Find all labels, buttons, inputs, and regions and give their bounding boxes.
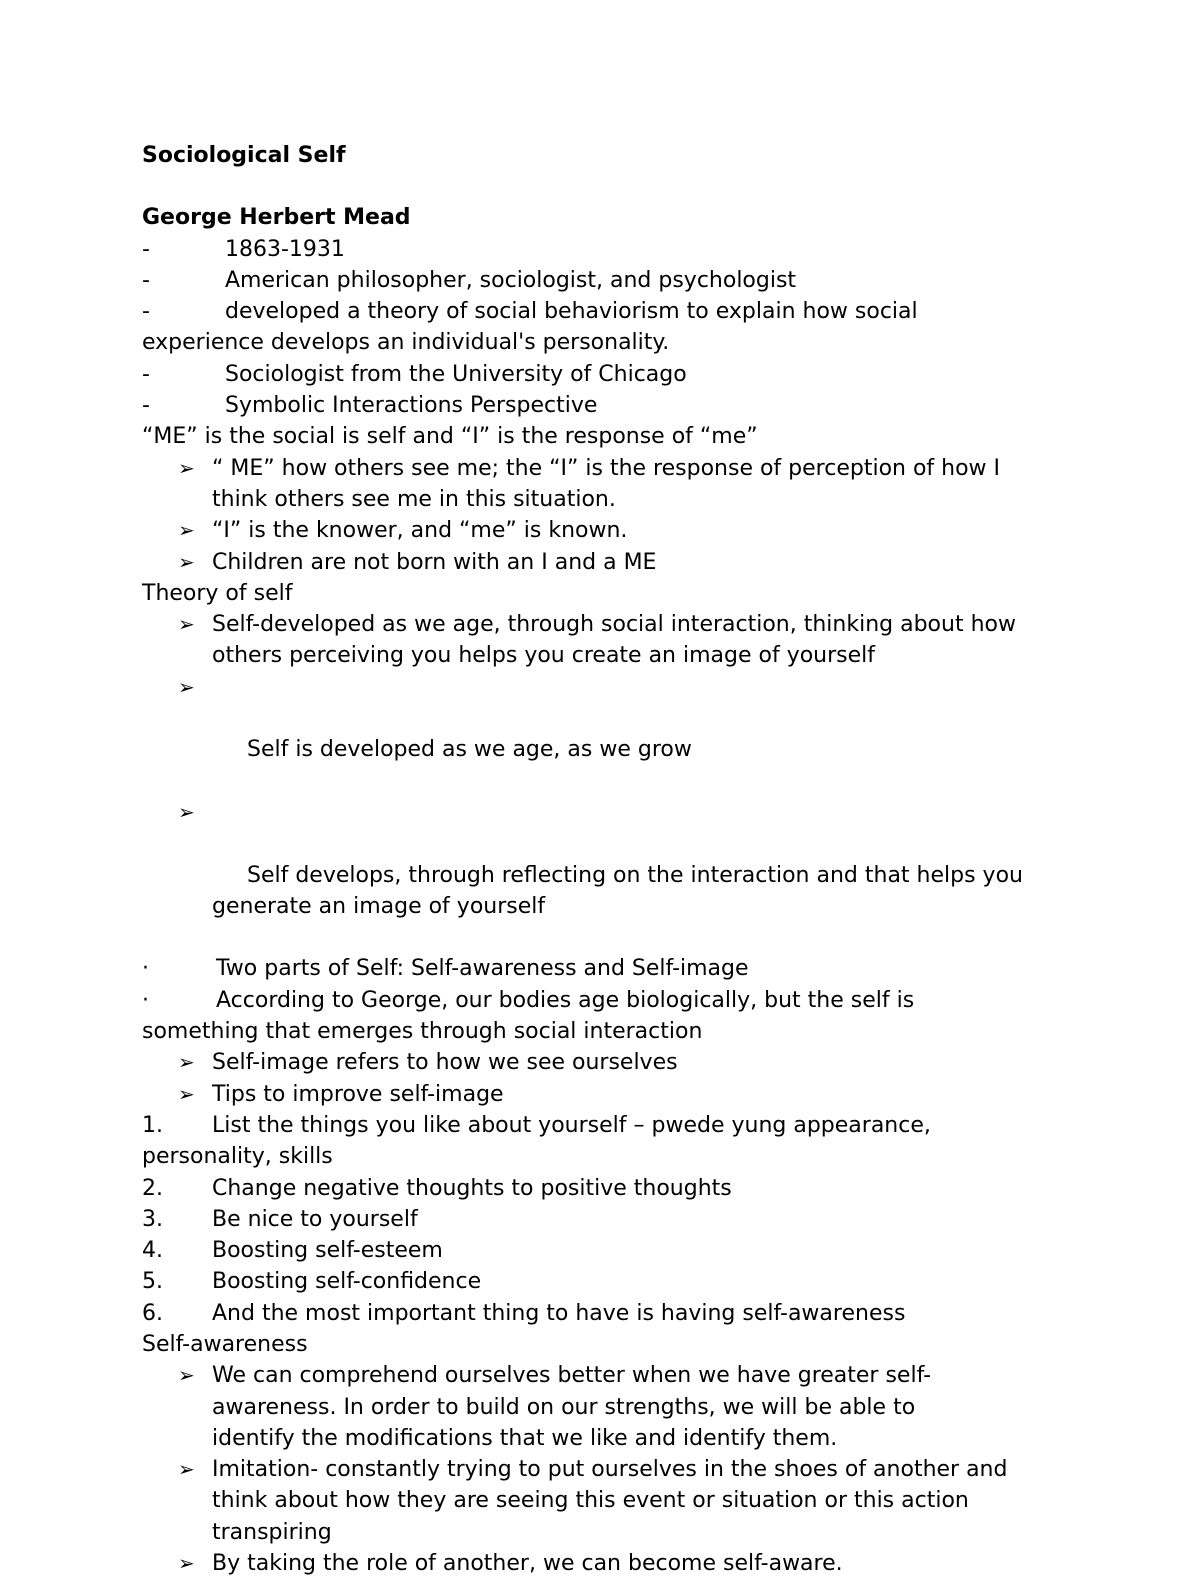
arrow-list-item (142, 1360, 992, 1454)
tip-text: List the things you like about yourself – pwede yung appearance, personality, skills (142, 1112, 931, 1170)
section-heading-mead: George Herbert Mead (142, 205, 411, 231)
tip-number: 1. (142, 1112, 163, 1138)
tip-number: 2. (142, 1175, 163, 1201)
dash-bullet: - (142, 236, 150, 262)
fact-item (142, 296, 972, 359)
fact-item (142, 265, 1082, 296)
numbered-tip (142, 1266, 1082, 1297)
dot-item-text: Two parts of Self: Self-awareness and Self-image (216, 956, 749, 982)
numbered-tip (142, 1298, 1082, 1329)
tip-text: Boosting self-confidence (212, 1269, 482, 1295)
arrow-bullet-icon: ➢ (178, 799, 195, 824)
tip-text: Be nice to yourself (212, 1206, 418, 1232)
arrow-item-text: “I” is the knower, and “me” is known. (212, 518, 628, 544)
tip-text: And the most important thing to have is having self-awareness (212, 1300, 906, 1326)
arrow-bullet-icon: ➢ (178, 549, 195, 574)
tip-number: 3. (142, 1206, 163, 1232)
fact-text: American philosopher, sociologist, and psychologist (225, 267, 797, 293)
fact-item (142, 359, 1082, 390)
arrow-bullet-icon: ➢ (178, 518, 195, 543)
document-title: Sociological Self (142, 143, 346, 168)
arrow-item-text: “ ME” how others see me; the “I” is the response of perception of how I think others see me in this situation. (212, 455, 1001, 512)
dot-list-item (142, 953, 1082, 984)
arrow-list-item (142, 453, 1058, 516)
arrow-list-item (142, 672, 1082, 797)
arrow-item-text: Self-image refers to how we see ourselves (212, 1050, 678, 1076)
dot-item-text: According to George, our bodies age biologically, but the self is something that emerges through social interaction (142, 987, 915, 1045)
dot-bullet: · (142, 956, 149, 982)
arrow-bullet-icon: ➢ (178, 1081, 195, 1106)
dash-bullet: - (142, 267, 150, 293)
arrow-item-text: Children are not born with an I and a ME (212, 549, 657, 575)
arrow-bullet-icon: ➢ (178, 674, 195, 699)
arrow-bullet-icon: ➢ (178, 1551, 195, 1576)
arrow-item-text: Self-developed as we age, through social interaction, thinking about how others perceiving you helps you create an image of yourself (212, 612, 1016, 669)
arrow-list-item (142, 515, 1082, 546)
arrow-item-text: Self is developed as we age, as we grow (239, 737, 692, 763)
tip-number: 4. (142, 1238, 163, 1264)
arrow-item-text: Self develops, through reflecting on the interaction and that helps you generate an image of yourself (212, 862, 1030, 919)
numbered-tip (142, 1235, 1082, 1266)
dot-list-item (142, 985, 972, 1048)
numbered-tip (142, 1173, 1082, 1204)
spacer (142, 171, 1082, 202)
arrow-list-item (142, 797, 1062, 953)
me-i-statement: “ME” is the social is self and “I” is the response of “me” (142, 424, 758, 450)
arrow-bullet-icon: ➢ (178, 1457, 195, 1482)
arrow-item-text: Imitation- constantly trying to put ourselves in the shoes of another and think about how they are seeing this event or situation or this action transpiring (212, 1457, 1008, 1545)
dot-bullet: · (142, 987, 149, 1013)
arrow-bullet-icon: ➢ (178, 1050, 195, 1075)
dash-bullet: - (142, 393, 150, 419)
section-heading-self-awareness: Self-awareness (142, 1331, 308, 1357)
arrow-list-item (142, 1047, 1082, 1078)
dash-bullet: - (142, 299, 150, 325)
fact-item (142, 234, 1082, 265)
arrow-item-text: Tips to improve self-image (212, 1081, 504, 1107)
numbered-tip (142, 1110, 987, 1173)
numbered-tip (142, 1204, 1082, 1235)
dash-bullet: - (142, 361, 150, 387)
tip-number: 6. (142, 1300, 163, 1326)
arrow-bullet-icon: ➢ (178, 1363, 195, 1388)
tip-number: 5. (142, 1269, 163, 1295)
section-heading-theory: Theory of self (142, 580, 293, 606)
arrow-bullet-icon: ➢ (178, 612, 195, 637)
fact-text: Symbolic Interactions Perspective (225, 393, 598, 419)
arrow-item-text: We can comprehend ourselves better when we have greater self-awareness. In order to build on our strengths, we will be able to identify the modifications that we like and identify them. (212, 1363, 932, 1451)
arrow-list-item (142, 609, 1022, 672)
fact-text: developed a theory of social behaviorism to explain how social experience develops an individual's personality. (142, 299, 918, 356)
arrow-list-item (142, 547, 1082, 578)
fact-text: 1863-1931 (225, 236, 345, 262)
fact-item (142, 390, 1082, 421)
arrow-list-item (142, 1454, 1022, 1548)
fact-text: Sociologist from the University of Chicago (225, 361, 687, 387)
document-page (142, 140, 1082, 1579)
arrow-bullet-icon: ➢ (178, 455, 195, 480)
arrow-list-item (142, 1079, 1082, 1110)
tip-text: Change negative thoughts to positive thoughts (212, 1175, 732, 1201)
arrow-item-text: By taking the role of another, we can become self-aware. (212, 1551, 843, 1577)
tip-text: Boosting self-esteem (212, 1238, 443, 1264)
